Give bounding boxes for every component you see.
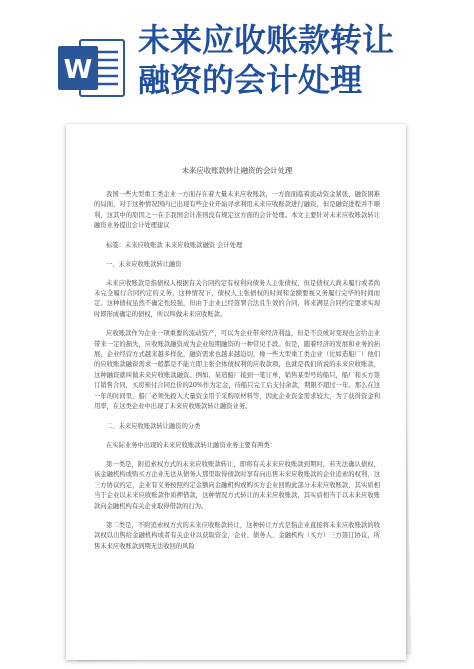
keywords-line: 标签：未来应收账款 未来应收账款融资 会计处理 <box>106 241 243 249</box>
intro-paragraph: 我国一些大型重工类企业一方面存在着大量未来应收账款，一方面面临着流动资金紧张、融资困难的局面，对于这种情况国内已出现有些企业开始寻求利用未来应收账款进行融资，但是融资进程并不顺利，这其中的原因之一在于我国会计准则没有规定这方面的会计处理。本文主要针对未来应收账款转让融资业务提出会计处理建议 <box>94 191 380 230</box>
page-title <box>138 20 468 100</box>
word-doc-icon <box>58 38 126 98</box>
paragraph-4: 第一类是，附追索权方式的未来应收账款转让，即将有关未来应收账款到期时，若无法确认债权，该金融机构或购买方企业无法从债务人那里取得债款时享有向出售未来应收账款的企业追索的权利，这三方协议约定，企业有义务按照约定金额向金融机构或购买方企业回购此部分未来应收账款，其实质相当于企业以未来应收账款作质押借款，这种情况方式转让的未来应收账款，其实质相当于以未来应收账款向金融机构有关企业取得借款的行为。 <box>94 460 380 510</box>
paragraph-5: 第二类是，不附追索权方式的未来应收账款转让，这种转让方式是指企业直接将未来应收账款的收款权以出售给金融机构或者有关企业以获取资金，企业、债务人、金融机构（买方）三方签订协议，所售未来应收账款到期无法收回的风险 <box>94 521 380 550</box>
svg-text:W: W <box>63 55 93 85</box>
title-line-1: 未来应收账款转让 <box>138 21 395 59</box>
paragraph-3: 在实际业务中出现的未来应收账款转让融资业务主要有两类： <box>106 441 277 449</box>
title-line-2: 融资的会计处理 <box>138 61 363 99</box>
paragraph-1: 未来应收账款是指债权人根据有关合同约定有权利向债务人主张债权，但是债权人尚未履行或者尚未完全履行合同约定的义务，这种情况下，债权人主张债权的时间和金额要视义务履行完毕的时间而定。这种债权虽然不确定性较强，但由于企业已经签署合法且生效的合同，将来满足合同约定要求实现时即形成确定的债权，所以叫做未来应收账款。 <box>94 279 380 318</box>
header-banner <box>0 0 474 112</box>
document-title: 未来应收账款转让融资的会计处理 <box>181 166 293 175</box>
paragraph-2: 应收账款作为企业一项重要的流动资产，可以为企业带来经济利益，但是不良或对变现也会给企业带来一定的损失，应收账款融资成为企业短期融资的一种常见手段。但是，随着经济的发展和业务的拓展，企业经营方式越来越多样化，融资需求也越来越迫切，像一些大型重工类企业（比如造船厂）他们的应收账款融资需求一般都是不能立即主张全体债权利的应收款项，也就是我们所说的未来应收账款，这种融资就叫做未来应收账款融资。例如，某造船厂接到一笔订单，销售某型号的船只，船厂和买方签订销售合同，买房预付合同总价的20%作为定金，待船只完工后支付余款，期限不超过一年。那么在这一年的时间里，船厂必须先投入大量资金用于采购原材料等，因此企业资金需求较大，为了获得资金利用率，在这类企业中出现了未来应收账款转让融资业务。 <box>94 330 380 411</box>
section-heading-1: 一、未来应收账款转让融资 <box>106 260 182 268</box>
section-heading-2: 二、未来应收账款转让融资的分类 <box>106 422 201 430</box>
document-page <box>66 124 406 660</box>
